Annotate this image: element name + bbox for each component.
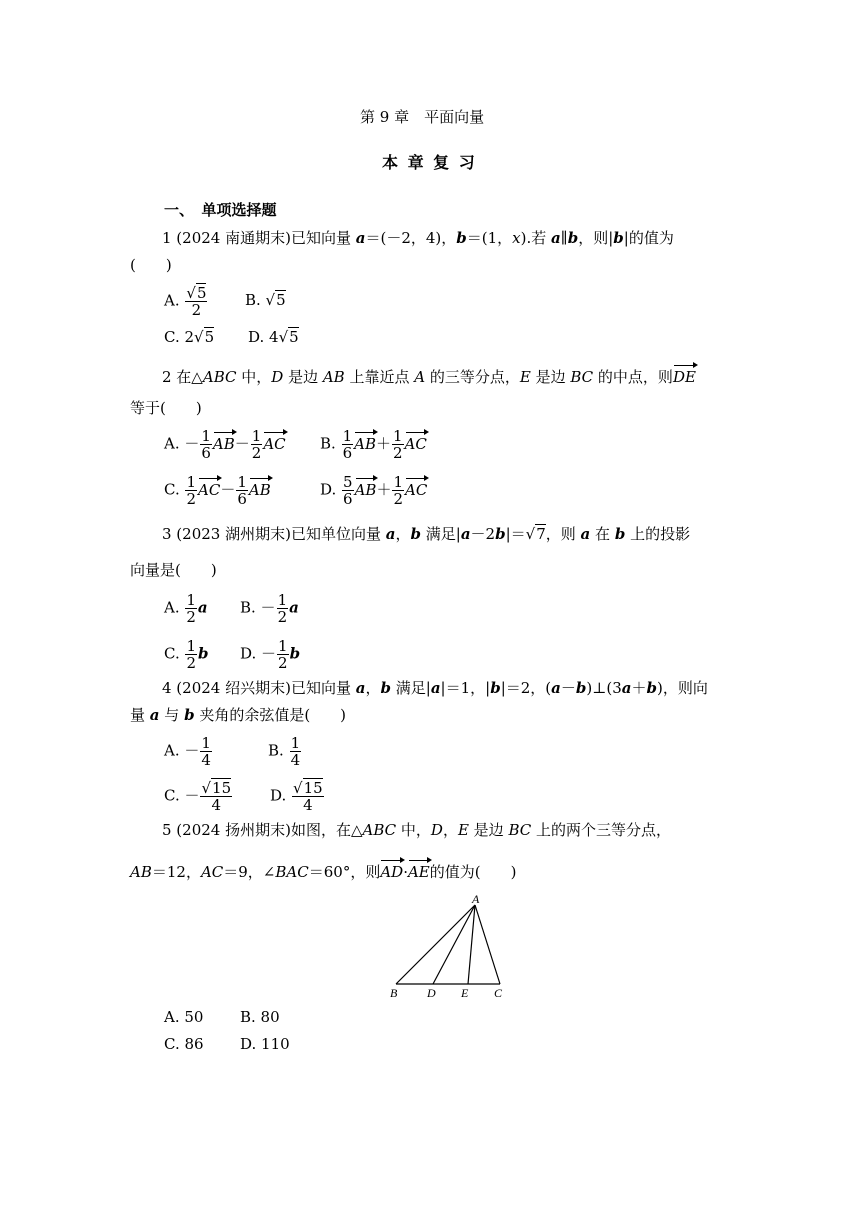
label-b: B (390, 986, 398, 1000)
question-2-option-d[interactable]: D. $\frac{5}{6}$ AB＋ $\frac{1}{2}$ AC (320, 473, 428, 508)
question-1-option-b[interactable]: B. √5 (245, 291, 286, 309)
question-4-option-a[interactable]: A. － $\frac{1}{4}$ (164, 734, 211, 769)
question-4-option-d[interactable]: D. $\frac{√15}{4}$ (270, 779, 323, 814)
question-1-paren: ( ) (130, 256, 172, 274)
question-5-stem: 5 (2024 扬州期末)如图，在△ABC 中，D，E 是边 BC 上的两个三等分点， (162, 821, 672, 839)
question-3-option-a[interactable]: A. $\frac{1}{2}$ a (164, 591, 208, 626)
question-2-stem-2: 等于( ) (130, 399, 202, 417)
question-5-option-a[interactable]: A. 50 (164, 1008, 204, 1026)
question-5-option-b[interactable]: B. 80 (240, 1008, 280, 1026)
label-a: A (472, 892, 480, 906)
question-5-option-d[interactable]: D. 110 (240, 1035, 290, 1053)
side-ac (475, 905, 500, 984)
question-5-option-c[interactable]: C. 86 (164, 1035, 204, 1053)
question-4-option-c[interactable]: C. － $\frac{√15}{4}$ (164, 779, 232, 814)
question-3-option-c[interactable]: C. $\frac{1}{2}$ b (164, 637, 209, 672)
question-3-stem-2: 向量是( ) (130, 561, 217, 579)
label-e: E (461, 986, 469, 1000)
chapter-header: 第 9 章 平面向量 (360, 108, 485, 126)
question-4-option-b[interactable]: B. $\frac{1}{4}$ (268, 734, 301, 769)
section-heading: 一、 单项选择题 (164, 201, 277, 219)
question-2-option-a[interactable]: A. － $\frac{1}{6}$ AB－ $\frac{1}{2}$ AC (164, 427, 286, 462)
triangle-figure (388, 892, 518, 1002)
page-title: 本 章 复 习 (382, 153, 477, 172)
question-5-stem-2: AB＝12，AC＝9，∠BAC＝60°，则AD·AE的值为( ) (130, 863, 517, 881)
side-ab (396, 905, 475, 984)
question-4-stem: 4 (2024 绍兴期末)已知向量 a，b 满足|a|＝1，|b|＝2，(a－b)⊥(3a＋b)，则向 (162, 679, 708, 697)
question-1-option-c[interactable]: C. 2√5 (164, 328, 215, 346)
question-3-stem: 3 (2023 湖州期末)已知单位向量 a，b 满足|a－2b|＝√7，则 a 在 b 上的投影 (162, 525, 691, 543)
question-3-option-b[interactable]: B. － $\frac{1}{2}$ a (240, 591, 299, 626)
question-3-option-d[interactable]: D. － $\frac{1}{2}$ b (240, 637, 301, 672)
question-2-option-b[interactable]: B. $\frac{1}{6}$ AB＋ $\frac{1}{2}$ AC (320, 427, 427, 462)
label-c: C (494, 986, 503, 1000)
question-2-stem: 2 在△ABC 中，D 是边 AB 上靠近点 A 的三等分点，E 是边 BC 的中点，则DE (162, 368, 696, 386)
question-4-stem-2: 量 a 与 b 夹角的余弦值是( ) (130, 706, 347, 724)
question-1-stem: 1 (2024 南通期末)已知向量 a＝(－2，4)，b＝(1，x).若 a∥b，则|b|的值为 (162, 229, 674, 247)
question-2-option-c[interactable]: C. $\frac{1}{2}$ AC－ $\frac{1}{6}$ AB (164, 473, 271, 508)
question-1-option-a[interactable]: A. $\frac{√5}{2}$ (164, 284, 207, 319)
question-1-option-d[interactable]: D. 4√5 (248, 328, 299, 346)
label-d: D (427, 986, 436, 1000)
